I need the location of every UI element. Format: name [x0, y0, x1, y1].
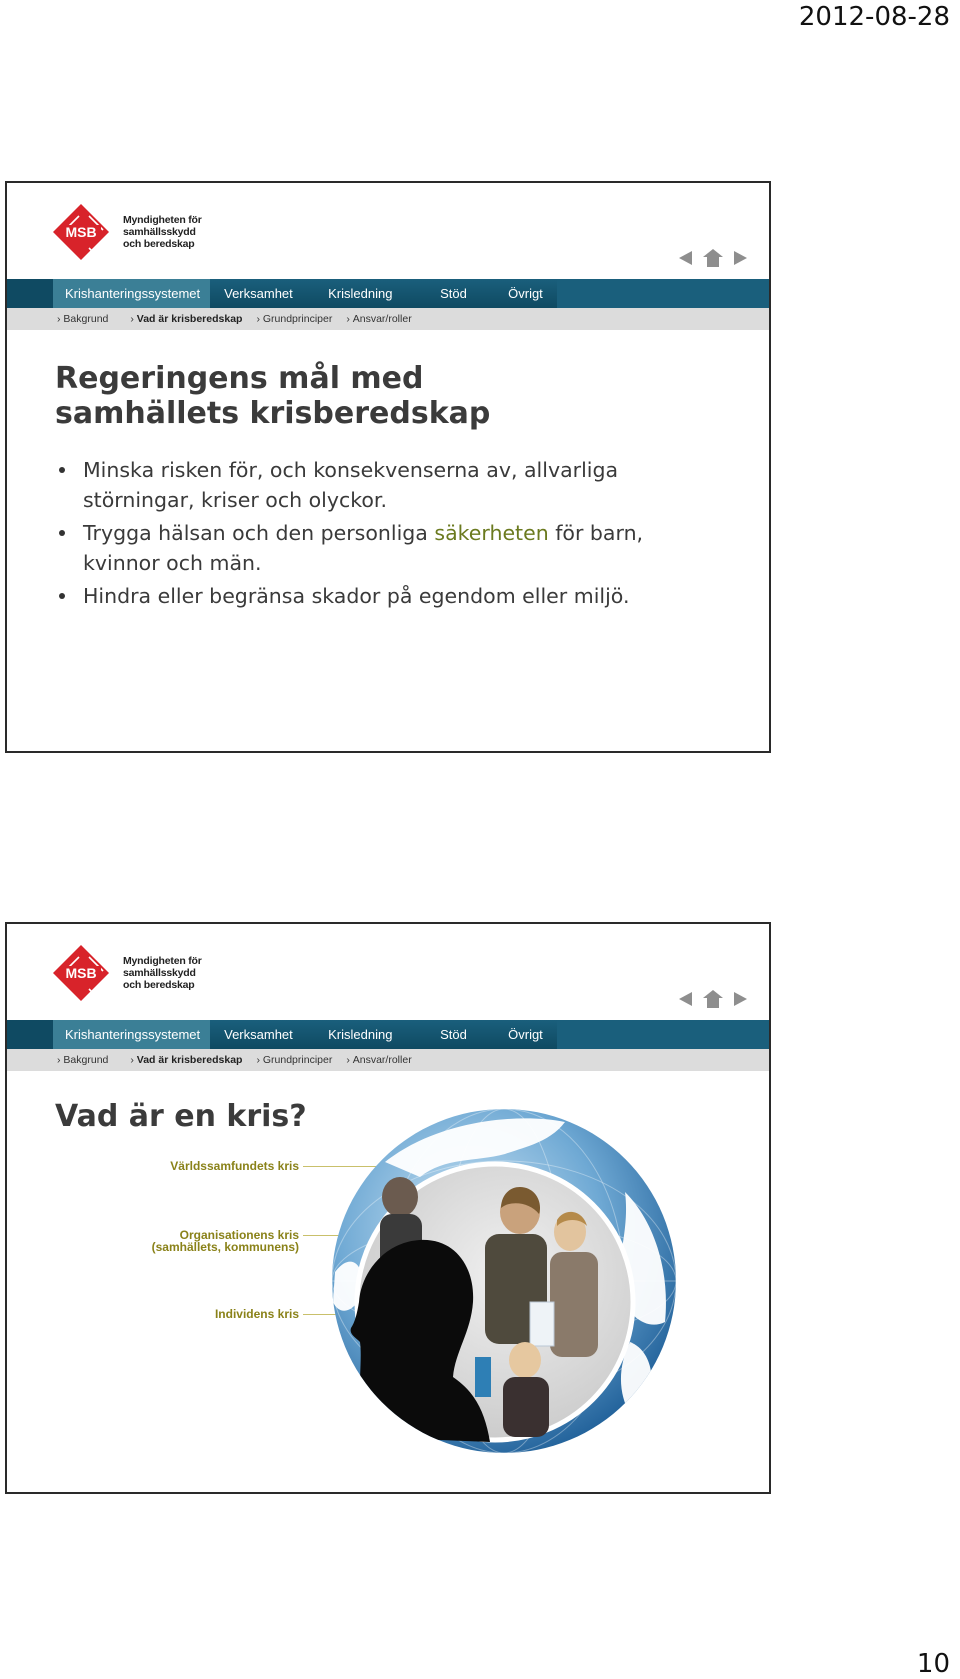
- msb-logo: [51, 943, 201, 1007]
- highlighted-word: säkerheten: [434, 521, 549, 545]
- slide-title: Vad är en kris?: [55, 1099, 307, 1134]
- menu-item-ovrigt[interactable]: Övrigt: [508, 1027, 543, 1042]
- main-menu: [7, 279, 769, 308]
- logo-text: Myndigheten för samhällsskydd och beredskap: [123, 214, 202, 250]
- subnav-chevron: ›: [57, 313, 64, 325]
- home-icon[interactable]: [704, 990, 722, 1008]
- svg-text:MSB: MSB: [65, 224, 97, 240]
- slide-nav-controls: [679, 990, 747, 1008]
- bullet-list: [55, 455, 695, 614]
- svg-text:MSB: MSB: [65, 965, 97, 981]
- slide-nav-controls: [679, 249, 747, 267]
- prev-arrow-icon[interactable]: [679, 992, 692, 1006]
- bullet-item: Trygga hälsan och den personliga säkerheten för barn, kvinnor och män.: [55, 518, 695, 578]
- subnav-bakgrund[interactable]: Bakgrund: [63, 313, 109, 325]
- subnav-ansvar-roller[interactable]: Ansvar/roller: [352, 313, 412, 325]
- page-number: 10: [916, 1649, 950, 1679]
- subnav-bakgrund[interactable]: Bakgrund: [63, 1054, 109, 1066]
- logo-text: Myndigheten för samhällsskydd och beredskap: [123, 955, 202, 991]
- bullet-item: Minska risken för, och konsekvenserna av, allvarliga störningar, kriser och olyckor.: [55, 455, 695, 515]
- next-arrow-icon[interactable]: [734, 992, 747, 1006]
- subnav-grundprinciper[interactable]: Grundprinciper: [262, 1054, 333, 1066]
- page-date: 2012-08-28: [798, 2, 950, 32]
- bullet-item: Hindra eller begränsa skador på egendom eller miljö.: [55, 581, 695, 611]
- sub-navigation: › Bakgrund › Vad är krisberedskap › Grundprinciper › Ansvar/roller: [7, 1049, 769, 1071]
- msb-logo: [51, 202, 201, 266]
- msb-logo-mark: [51, 943, 117, 1003]
- next-arrow-icon[interactable]: [734, 251, 747, 265]
- menu-item-stod[interactable]: Stöd: [440, 1027, 467, 1042]
- menu-item-krishanteringssystemet[interactable]: Krishanteringssystemet: [53, 1020, 210, 1049]
- menu-item-krisledning[interactable]: Krisledning: [328, 1027, 393, 1042]
- subnav-vad-ar-krisberedskap[interactable]: Vad är krisberedskap: [136, 1054, 243, 1066]
- prev-arrow-icon[interactable]: [679, 251, 692, 265]
- menu-item-stod[interactable]: Stöd: [440, 286, 467, 301]
- slide-2: [5, 922, 771, 1494]
- label-world-crisis: Världssamfundets kris: [170, 1159, 299, 1173]
- main-menu: [7, 1020, 769, 1049]
- home-icon[interactable]: [704, 249, 722, 267]
- menu-item-ovrigt[interactable]: Övrigt: [508, 286, 543, 301]
- label-organisation-crisis: Organisationens kris (samhällets, kommunens): [151, 1228, 299, 1254]
- subnav-grundprinciper[interactable]: Grundprinciper: [262, 313, 333, 325]
- slide-title: Regeringens mål med samhällets krisberedskap: [55, 361, 491, 431]
- slide-1: [5, 181, 771, 753]
- menu-item-krishanteringssystemet[interactable]: Krishanteringssystemet: [53, 279, 210, 308]
- msb-logo-mark: [51, 202, 117, 262]
- menu-item-krisledning[interactable]: Krisledning: [328, 286, 393, 301]
- sub-navigation: › Bakgrund › Vad är krisberedskap › Grundprinciper › Ansvar/roller: [7, 308, 769, 330]
- subnav-ansvar-roller[interactable]: Ansvar/roller: [352, 1054, 412, 1066]
- subnav-vad-ar-krisberedskap[interactable]: Vad är krisberedskap: [136, 313, 243, 325]
- menu-item-verksamhet[interactable]: Verksamhet: [224, 1027, 293, 1042]
- label-individual-crisis: Individens kris: [214, 1307, 299, 1321]
- menu-item-verksamhet[interactable]: Verksamhet: [224, 286, 293, 301]
- crisis-globe-illustration: [325, 1102, 683, 1460]
